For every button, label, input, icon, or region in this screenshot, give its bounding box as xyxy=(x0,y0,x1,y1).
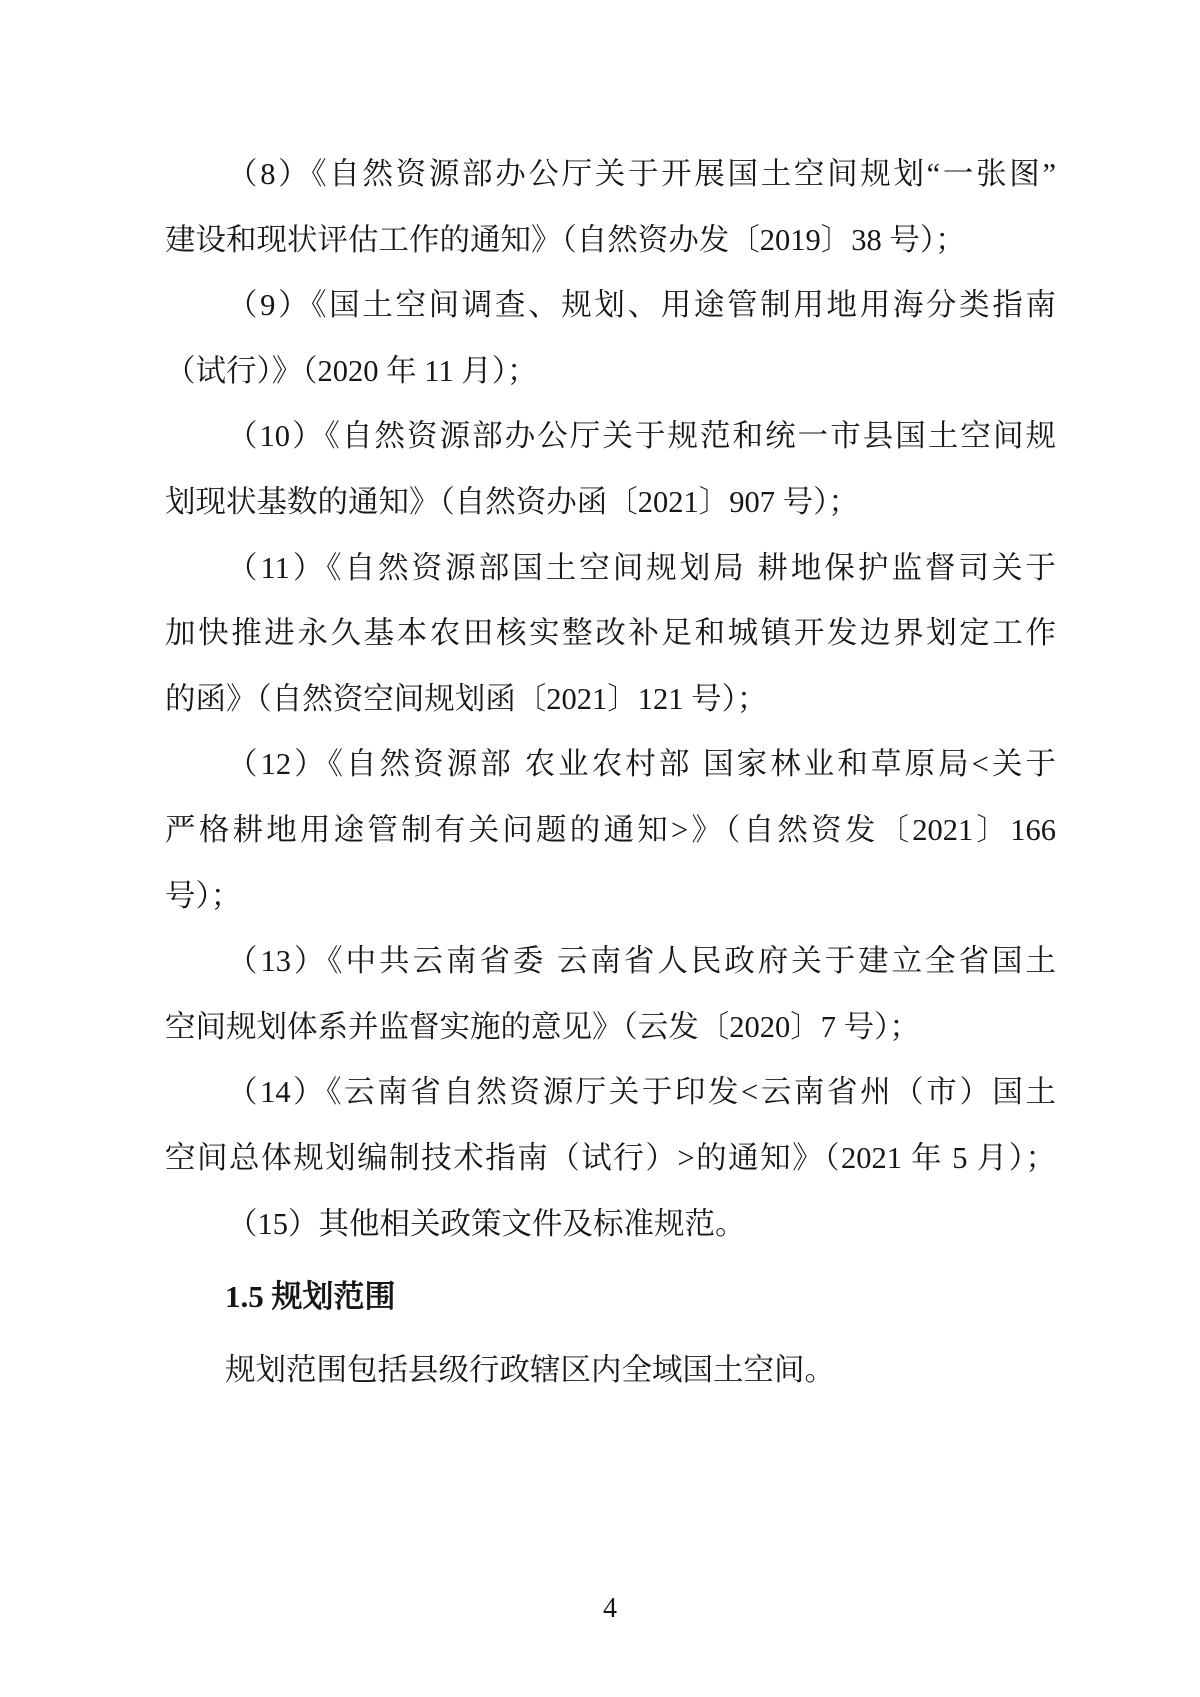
reference-line: 的函》（自然资空间规划函〔2021〕121 号）； xyxy=(165,681,768,716)
reference-line: 加快推进永久基本农田核实整改补足和城镇开发边界划定工作 xyxy=(165,616,1056,651)
reference-line: （12）《自然资源部 农业农村部 国家林业和草原局<关于 xyxy=(227,747,1056,782)
reference-line: （10）《自然资源部办公厅关于规范和统一市县国土空间规 xyxy=(227,419,1056,454)
reference-line: 划现状基数的通知》（自然资办函〔2021〕907 号）； xyxy=(165,484,859,519)
section-heading: 1.5 规划范围 xyxy=(225,1279,396,1315)
reference-item-14 xyxy=(165,1060,1056,1191)
reference-line: （试行）》（2020 年 11 月）； xyxy=(165,353,538,388)
reference-item-8 xyxy=(165,142,1056,273)
reference-line: （13）《中共云南省委 云南省人民政府关于建立全省国土 xyxy=(227,944,1056,979)
section-text: 规划范围包括县级行政辖区内全域国土空间。 xyxy=(225,1352,835,1387)
reference-line: 空间规划体系并监督实施的意见》（云发〔2020〕7 号）； xyxy=(165,1009,920,1044)
reference-line: 建设和现状评估工作的通知》（自然资办发〔2019〕38 号）； xyxy=(165,222,966,257)
reference-line: （14）《云南省自然资源厅关于印发<云南省州（市）国土 xyxy=(227,1075,1056,1110)
reference-line: （11）《自然资源部国土空间规划局 耕地保护监督司关于 xyxy=(227,550,1056,585)
reference-line: 空间总体规划编制技术指南（试行）>的通知》（2021 年 5 月）； xyxy=(165,1140,1056,1175)
reference-item-10 xyxy=(165,404,1056,535)
reference-item-9 xyxy=(165,273,1056,404)
reference-line: （8）《自然资源部办公厅关于开展国土空间规划“一张图” xyxy=(227,157,1056,191)
reference-line: （9）《国土空间调查、规划、用途管制用地用海分类指南 xyxy=(227,288,1056,323)
reference-item-15 xyxy=(165,1192,1056,1258)
document-body xyxy=(165,142,1056,1403)
page-number: 4 xyxy=(603,1593,617,1624)
reference-line: （15）其他相关政策文件及标准规范。 xyxy=(227,1206,746,1241)
reference-item-12 xyxy=(165,732,1056,929)
reference-item-13 xyxy=(165,929,1056,1060)
reference-line: 号）； xyxy=(165,878,242,913)
reference-line: 严格耕地用途管制有关问题的通知>》（自然资发〔2021〕166 xyxy=(165,812,1056,847)
reference-item-11 xyxy=(165,536,1056,733)
